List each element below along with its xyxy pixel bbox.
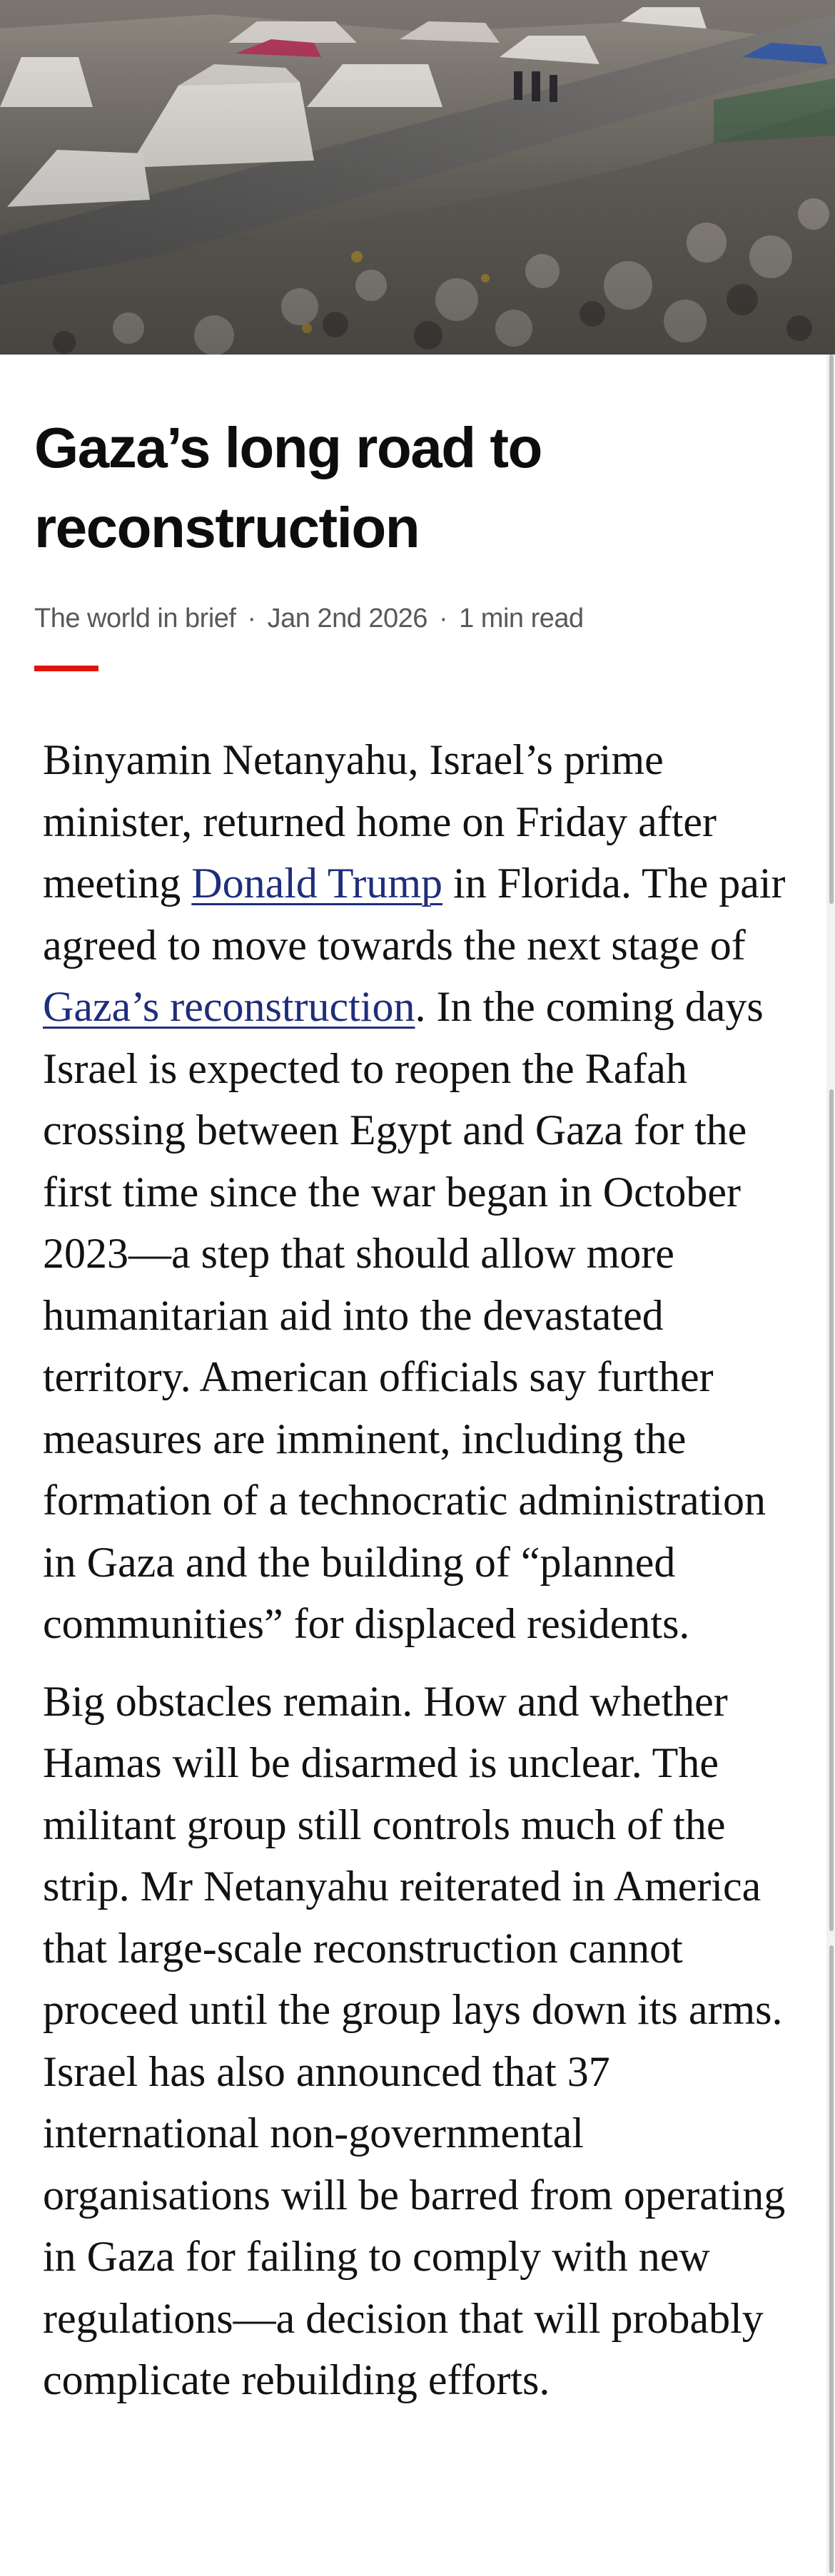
meta-read-time: 1 min read <box>459 604 584 633</box>
paragraph-1 <box>43 729 799 1655</box>
meta-date: Jan 2nd 2026 <box>267 604 427 633</box>
scrollbar-thumb-secondary[interactable] <box>829 1089 834 1931</box>
meta-separator: · <box>438 604 448 633</box>
meta-section[interactable]: The world in brief <box>34 604 236 633</box>
link-gaza-reconstruction[interactable]: Gaza’s reconstruction <box>43 983 415 1030</box>
article-title: Gaza’s long road to reconstruction <box>34 416 542 559</box>
paragraph-1-text: in Florida. The pair agreed to move towards the next stage of <box>43 860 786 969</box>
link-donald-trump[interactable]: Donald Trump <box>191 860 443 907</box>
paragraph-2: Big obstacles remain. How and whether Hamas will be disarmed is unclear. The militant group still controls much of the strip. Mr Netanyahu reiterated in America that large-scale reconstruction cannot proceed until the group lays down its arms. Israel has also announced that 37 international non-governmental organisations will be barred from operating in Gaza for failing to comply with new regulations—a decision that will probably complicate rebuilding efforts. <box>43 1677 786 2403</box>
scrollbar-thumb[interactable] <box>829 355 834 904</box>
paragraph-1-text: Binyamin Netanyahu, Israel’s prime minister, returned home on Friday after meeting <box>43 736 717 907</box>
article-body <box>43 729 799 2427</box>
accent-rule <box>34 666 98 671</box>
hero-image <box>0 0 835 355</box>
paragraph-1-text: . In the coming days Israel is expected to reopen the Rafah crossing between Egypt and Gaza for the first time since the war began in October 2023—a step that should allow more humanitarian aid into the devastated territory. American officials say further measures are imminent, including the formation of a technocratic administration in Gaza and the building of “planned communities” for displaced residents. <box>43 983 766 1647</box>
meta-separator: · <box>247 604 256 633</box>
scrollbar-track[interactable] <box>826 355 835 2576</box>
article-meta <box>34 601 584 636</box>
scrollbar-thumb-tertiary[interactable] <box>829 1945 834 2573</box>
